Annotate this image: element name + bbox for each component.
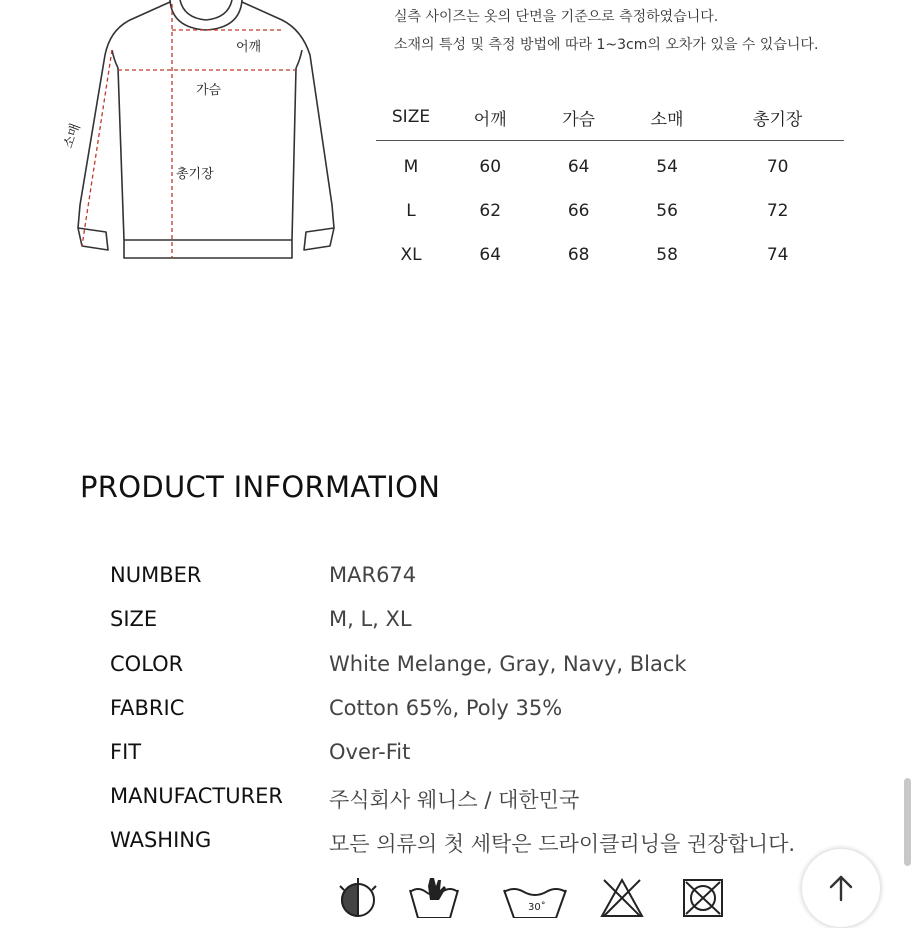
header-chest: 가슴 [534,94,622,141]
no-dryer-icon [680,876,728,918]
table-cell: 64 [479,245,502,265]
table-cell: 56 [656,201,678,221]
size-table [376,94,844,277]
size-table-header [376,94,844,141]
table-cell: XL [400,245,422,265]
table-cell: 72 [766,201,789,221]
no-bleach-icon [598,876,646,918]
scroll-top-button[interactable] [801,848,881,928]
product-info-title: PRODUCT INFORMATION [80,470,441,504]
table-cell: 58 [656,245,678,265]
arrow-up-icon [826,873,856,903]
info-row-washing [110,828,810,858]
label-sleeve: 소매 [61,121,84,151]
info-row-fit [110,740,810,770]
wash-30-icon [500,876,570,918]
wash-temp-label: 30˚ [528,902,546,913]
header-shoulder: 어깨 [446,94,534,141]
measurement-diagram [60,0,350,275]
scrollbar-thumb[interactable] [904,778,911,866]
info-label: COLOR [110,652,184,676]
table-cell: 66 [567,201,590,221]
measurement-note-1: 실측 사이즈는 옷의 단면을 기준으로 측정하였습니다. [394,9,719,25]
label-length: 총기장 [176,167,214,182]
info-label: FIT [110,740,142,764]
info-value: White Melange, Gray, Navy, Black [329,652,687,676]
header-length: 총기장 [711,94,844,141]
table-cell: L [406,201,416,221]
table-cell: 68 [567,245,590,265]
info-row-size [110,607,810,637]
header-size: SIZE [376,94,446,141]
sweatshirt-outline-icon [60,0,350,275]
label-shoulder: 어깨 [236,40,262,55]
info-label: WASHING [110,828,212,852]
table-row [376,189,844,233]
info-label: SIZE [110,607,158,631]
hand-wash-icon [406,876,462,918]
info-row-number [110,563,810,593]
info-label: NUMBER [110,563,202,587]
table-row [376,141,844,190]
table-cell: 62 [479,201,502,221]
table-row [376,233,844,277]
no-tumble-dry-icon [334,876,382,918]
label-chest: 가슴 [196,83,222,98]
info-value: 모든 의류의 첫 세탁은 드라이클리닝을 권장합니다. [329,832,796,856]
table-cell: 70 [766,157,789,177]
info-label: FABRIC [110,696,185,720]
table-cell: 60 [479,157,502,177]
info-row-fabric [110,696,810,726]
table-cell: 74 [766,245,789,265]
info-value: Cotton 65%, Poly 35% [329,696,563,720]
info-value: MAR674 [329,563,417,587]
measurement-note-2: 소재의 특성 및 측정 방법에 따라 1~3cm의 오차가 있을 수 있습니다. [394,37,819,53]
info-label: MANUFACTURER [110,784,284,808]
table-cell: 54 [656,157,678,177]
info-row-color [110,652,810,682]
table-cell: M [403,157,419,177]
info-value: Over-Fit [329,740,411,764]
info-value: M, L, XL [329,607,412,631]
table-cell: 64 [567,157,590,177]
info-value: 주식회사 웨니스 / 대한민국 [329,788,580,812]
header-sleeve: 소매 [623,94,711,141]
info-row-manufacturer [110,784,810,814]
